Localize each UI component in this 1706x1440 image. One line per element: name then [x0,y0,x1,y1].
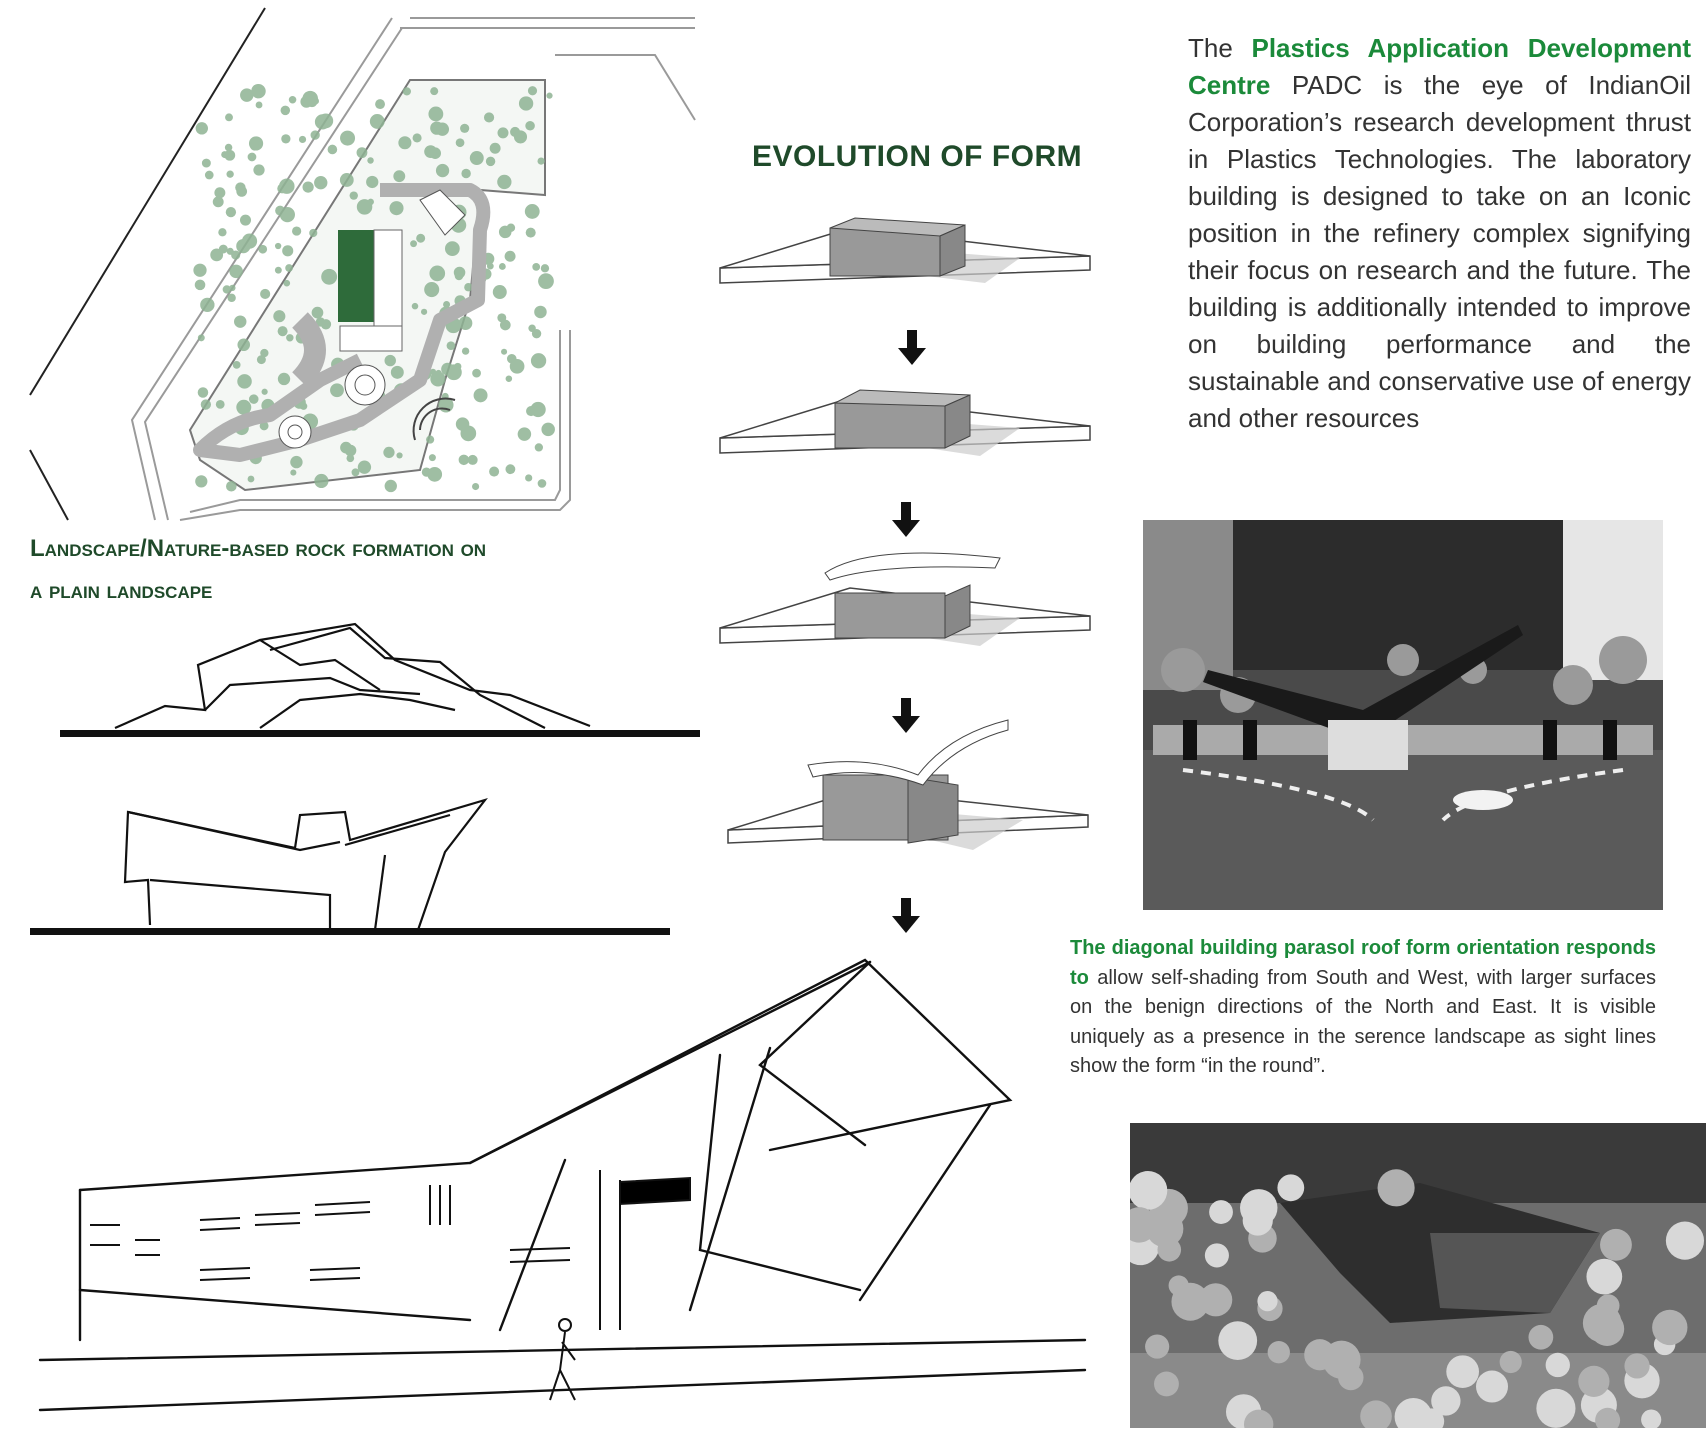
tree-dot [410,240,417,247]
tree-dot [505,251,516,262]
tree-dot [429,266,445,282]
model-tree [1624,1353,1649,1378]
tree-dot [391,366,404,379]
sketch-person [550,1319,575,1400]
tree-dot [505,464,515,474]
tree-dot [447,341,456,350]
tree-dot [280,207,295,222]
tree-dot [541,264,549,272]
tree-dot [525,121,535,131]
tree-dot [532,263,540,271]
tree-dot [430,371,445,386]
tree-dot [290,456,302,468]
tree-dot [396,452,402,458]
tree-dot [328,145,338,155]
tree-dot [525,204,540,219]
tree-dot [314,176,327,189]
tree-dot [300,403,307,410]
tree-dot [413,133,422,142]
tree-dot [237,339,250,352]
model-tree [1268,1341,1290,1363]
model-tree [1476,1371,1508,1403]
model-tree [1528,1325,1553,1350]
tree-dot [282,245,293,256]
model-tree [1536,1389,1575,1428]
tree-dot [340,131,355,146]
tree-dot [459,316,473,330]
model-tree [1277,1174,1304,1201]
tree-dot [257,355,266,364]
tree-dot [202,404,208,410]
evolution-step-1 [720,218,1090,283]
tree-dot [525,474,532,481]
tree-dot [340,173,354,187]
tree-dot [281,134,290,143]
model-tree [1154,1371,1179,1396]
tree-dot [251,84,265,98]
tree-dot [321,269,337,285]
tree-dot [277,184,287,194]
tree-dot [375,99,385,109]
tree-dot [256,102,263,109]
tree-dot [531,353,546,368]
tree-dot [219,245,228,254]
caption-body: allow self-shading from South and West, with larger surfaces on the benign directions of the North and East. It is visible uniquely as a presence in the serence landscape as sight lines show the form “in the round”. [1070,966,1656,1077]
tree-dot [428,283,435,290]
tree-dot [216,400,225,409]
tree-dot [292,226,301,235]
model-tree [1546,1353,1570,1377]
model-tree [1218,1321,1257,1360]
tree-dot [385,355,396,366]
tree-dot [229,265,243,279]
tree-dot [240,215,251,226]
tree-dot [218,228,226,236]
site-plan [0,0,720,530]
tree-dot [278,326,288,336]
tree-dot [233,361,241,369]
tree-dot [519,96,533,110]
tree-dot [426,436,434,444]
evolution-step-4 [728,720,1088,850]
tree-dot [484,112,494,122]
tree-dot [237,374,252,389]
tree-dot [289,96,297,104]
model-tree [1130,1171,1167,1210]
tree-dot [455,272,464,281]
tree-dot [493,285,507,299]
tree-dot [498,127,509,138]
tree-dot [281,106,291,116]
tree-dot [416,234,425,243]
tree-dot [499,263,506,270]
tree-dot [248,476,255,483]
landscape-title [30,528,710,612]
tree-dot [195,280,206,291]
tree-dot [412,303,419,310]
tree-dot [309,229,317,237]
evolution-title: EVOLUTION OF FORM [752,140,1083,173]
tree-dot [196,122,208,134]
tree-dot [303,181,314,192]
model-tree [1500,1351,1522,1373]
tree-dot [456,417,469,430]
tree-dot [346,454,354,462]
tree-dot [366,176,378,188]
tree-dot [234,315,246,327]
tree-dot [258,245,267,254]
tree-dot [436,123,449,136]
tree-dot [273,310,285,322]
tree-dot [290,470,296,476]
tree-dot [226,481,237,492]
tree-dot [229,285,235,291]
model-tree [1600,1229,1632,1261]
tree-dot [443,301,450,308]
tree-dot [445,241,460,256]
model-tree [1145,1335,1169,1359]
tree-dot [249,394,259,404]
tree-dot [541,423,555,437]
tree-dot [470,151,484,165]
tree-dot [367,199,373,205]
tree-dot [421,309,427,315]
caption-paragraph [1070,934,1656,1082]
tree-dot [278,373,290,385]
tree-dot [299,136,306,143]
tree-dot [262,389,268,395]
tree-dot [526,228,536,238]
tree-dot [350,191,358,199]
tree-dot [497,175,511,189]
tree-dot [226,207,236,217]
intro-highlight: Plastics Application Development Centre [1188,33,1691,100]
tree-dot [430,87,438,95]
tree-dot [358,461,371,474]
tree-dot [202,159,211,168]
tree-dot [330,383,344,397]
model-tree [1652,1310,1687,1345]
tree-dot [198,334,205,341]
tree-dot [389,201,403,215]
tree-dot [242,233,257,248]
tree-dot [357,147,368,158]
tree-dot [206,300,215,309]
tree-dot [528,86,537,95]
tree-dot [383,447,394,458]
tree-dot [225,144,232,151]
tree-dot [454,363,461,370]
tree-dot [306,96,317,107]
model-tree [1209,1200,1233,1224]
tree-dot [501,349,507,355]
model-tree [1338,1365,1363,1390]
model-tree [1446,1355,1479,1388]
tree-dot [403,87,411,95]
tree-dot [538,273,554,289]
tree-dot [456,138,465,147]
tree-dot [221,151,228,158]
tree-dot [226,171,233,178]
tree-dot [490,143,501,154]
tree-dot [538,479,547,488]
tree-dot [468,455,478,465]
model-tree [1586,1259,1622,1295]
tree-dot [286,334,293,341]
tree-dot [214,187,225,198]
tree-dot [205,171,214,180]
landscape-title-line1: Landscape/Nature-based rock formation on [30,535,487,562]
tree-dot [285,264,293,272]
landscape-title-line2: a plain landscape [30,577,213,604]
tree-dot [506,375,513,382]
tree-dot [461,169,470,178]
tree-dot [518,427,531,440]
tree-dot [253,164,264,175]
model-tree [1378,1169,1415,1206]
tree-dot [260,289,270,299]
tree-dot [472,483,479,490]
evolution-step-2 [720,390,1090,456]
model-tree [1146,1210,1183,1247]
tree-dot [367,157,374,164]
model-photo-front [1143,520,1663,910]
tree-dot [462,347,469,354]
sketch-windows [90,1170,690,1330]
tree-dot [499,226,512,239]
tree-dot [312,307,324,319]
tree-dot [198,387,209,398]
tree-dot [459,455,469,465]
model-tree [1578,1366,1609,1397]
tree-dot [248,153,257,162]
tree-dot [535,443,543,451]
tree-dot [424,145,437,158]
tree-dot [236,186,247,197]
tree-dot [398,136,411,149]
model-photo-aerial [1130,1123,1706,1428]
tree-dot [311,130,320,139]
tree-dot [227,294,235,302]
tree-dot [428,107,443,122]
tree-dot [275,243,281,249]
intro-paragraph [1188,30,1691,437]
model-tree [1257,1291,1277,1311]
model-tree [1205,1243,1229,1267]
tree-dot [385,480,397,492]
tree-dot [546,93,552,99]
tree-dot [489,467,499,477]
tree-dot [474,388,488,402]
tree-dot [537,157,544,164]
tree-dot [275,267,282,274]
tree-dot [460,124,469,133]
tree-dot [528,325,535,332]
evolution-step-3 [720,553,1090,646]
tree-dot [429,454,436,461]
tree-dot [530,402,545,417]
intro-body: PADC is the eye of IndianOil Corporation’s research development thrust in Plastics Technologies. The laboratory building is designed to take on an Iconic position in the refinery complex signifying their focus on research and the future. The building is additionally intended to improve on building performance and the sustainable and conservative use of energy and other resources [1188,70,1691,433]
tree-dot [193,264,206,277]
tree-dot [427,467,442,482]
tree-dot [534,306,547,319]
model-tree [1171,1283,1209,1321]
tree-dot [486,157,495,166]
model-tree [1590,1312,1624,1346]
arrows [892,330,926,933]
tree-dot [514,130,527,143]
tree-dot [373,115,385,127]
caption-highlight: The diagonal building parasol roof form orientation responds to [1070,937,1656,989]
tree-dot [393,170,405,182]
tree-dot [240,88,253,101]
tree-dot [510,359,525,374]
tree-dot [195,475,207,487]
tree-dot [283,280,290,287]
tree-dot [318,113,333,128]
tree-dot [436,164,449,177]
tree-dot [497,313,506,322]
intro-lead: The [1188,33,1252,63]
tree-dot [472,369,481,378]
tree-dot [231,250,240,259]
tree-dot [250,142,259,151]
model-tree [1304,1339,1335,1370]
model-tree [1243,1205,1273,1235]
model-tree [1666,1222,1704,1260]
tree-dot [225,113,233,121]
tree-dot [213,196,224,207]
tree-dot [314,474,328,488]
